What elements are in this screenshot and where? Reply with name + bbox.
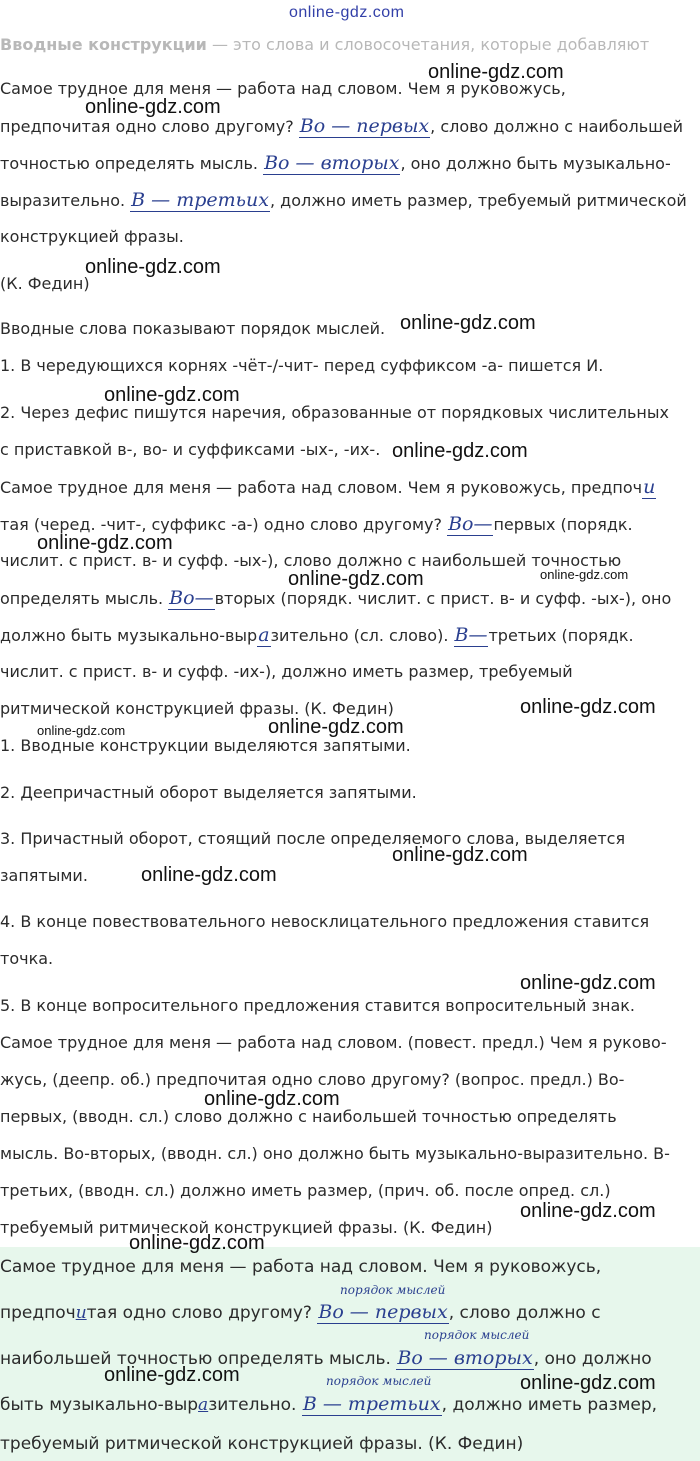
watermark: online-gdz.com — [520, 972, 656, 994]
b3-line1: Самое трудное для меня — работа над словом. (повест. предл.) Чем я руково- — [0, 1033, 667, 1052]
b1-author: (К. Федин) — [0, 274, 90, 293]
b2-l5-handwritten2: В— — [454, 624, 488, 646]
watermark: online-gdz.com — [104, 1364, 240, 1386]
b2-line3: числит. с прист. в- и суфф. -ых-), слово должно с наибольшей точностью — [0, 551, 622, 570]
rule1-2b: с приставкой в-, во- и суффиксами -ых-, -их-. — [0, 440, 381, 459]
b1-line2 — [0, 116, 683, 137]
rule2-3b: запятыми. — [0, 866, 88, 885]
b2-l5a: должно быть музыкально-выр — [0, 626, 258, 645]
rule2-1: 1. Вводные конструкции выделяются запятыми. — [0, 736, 411, 755]
watermark: online-gdz.com — [85, 96, 221, 118]
b4-line2 — [0, 1301, 601, 1324]
b1-l4b: , должно иметь размер, требуемый ритмической — [269, 191, 687, 210]
b3-line2: жусь, (деепр. об.) предпочитая одно слово другому? (вопрос. предл.) Во- — [0, 1070, 625, 1089]
watermark: online-gdz.com — [288, 568, 424, 590]
b1-line5: конструкцией фразы. — [0, 227, 184, 246]
b1-line4 — [0, 190, 687, 211]
b2-l5-handwritten: а — [258, 624, 270, 646]
b4-l4-handwritten: В — третьих — [302, 1393, 441, 1415]
b4-line3 — [0, 1347, 652, 1370]
b4-l3b: , оно должно — [533, 1349, 652, 1369]
watermark: online-gdz.com — [268, 716, 404, 738]
b3-line6: требуемый ритмической конструкцией фразы. (К. Федин) — [0, 1218, 493, 1237]
watermark-top: online-gdz.com — [289, 4, 405, 21]
b3-line4: мысль. Во-вторых, (вводн. сл.) оно должно быть музыкально-выразительно. В- — [0, 1144, 670, 1163]
b4-line4 — [0, 1393, 657, 1416]
b3-line5: третьих, (вводн. сл.) должно иметь размер, (прич. об. после опред. сл.) — [0, 1181, 611, 1200]
b1-l2a: предпочитая одно слово другому? — [0, 117, 299, 136]
watermark: online-gdz.com — [400, 312, 536, 334]
watermark: online-gdz.com — [204, 1088, 340, 1110]
b1-l3-handwritten: Во — вторых — [264, 152, 400, 174]
b2-l4a: определять мысль. — [0, 589, 169, 608]
b4-l4-underlined: а — [198, 1395, 209, 1415]
rule1-1: 1. В чередующихся корнях -чёт-/-чит- перед суффиксом -а- пишется И. — [0, 356, 604, 375]
b1-l4a: выразительно. — [0, 191, 131, 210]
b2-line6: числит. с прист. в- и суфф. -их-), должно иметь размер, требуемый — [0, 662, 573, 681]
watermark: online-gdz.com — [520, 696, 656, 718]
b2-l5b: зительно (сл. слово). — [270, 626, 454, 645]
watermark-small: online-gdz.com — [540, 567, 629, 582]
faded-intro — [0, 35, 649, 55]
watermark: online-gdz.com — [520, 1200, 656, 1222]
watermark-small: online-gdz.com — [37, 723, 126, 738]
b4-line5: требуемый ритмической конструкцией фразы. (К. Федин) — [0, 1434, 524, 1454]
b2-line1 — [0, 477, 656, 498]
rule2-5: 5. В конце вопросительного предложения ставится вопросительный знак. — [0, 996, 636, 1015]
watermark: online-gdz.com — [104, 384, 240, 406]
b4-l2a: предпоч — [0, 1303, 76, 1323]
b4-l4b: зительно. — [208, 1395, 302, 1415]
b2-line7: ритмической конструкцией фразы. (К. Федин) — [0, 699, 394, 718]
b1-l3a: точностью определять мысль. — [0, 154, 264, 173]
watermark: online-gdz.com — [520, 1372, 656, 1394]
b2-line4 — [0, 588, 671, 609]
b2-l2-handwritten: Во— — [448, 513, 493, 535]
b4-l2b: тая одно слово другому? — [86, 1303, 318, 1323]
b2-l2a: тая (черед. -чит-, суффикс -а-) одно слово другому? — [0, 515, 448, 534]
b1-l2b: , слово должно с наибольшей — [430, 117, 683, 136]
watermark: online-gdz.com — [428, 61, 564, 83]
b1-l4-handwritten: В — третьих — [131, 189, 269, 211]
b4-line1: Самое трудное для меня — работа над словом. Чем я руковожусь, — [0, 1257, 602, 1277]
b4-l2c: , слово должно с — [448, 1303, 601, 1323]
b2-l1a: Самое трудное для меня — работа над словом. Чем я руковожусь, предпоч — [0, 478, 643, 497]
watermark: online-gdz.com — [392, 844, 528, 866]
rule2-4a: 4. В конце повествовательного невосклицательного предложения ставится — [0, 912, 650, 931]
watermark: online-gdz.com — [392, 440, 528, 462]
watermark: online-gdz.com — [141, 864, 277, 886]
b4-annotation-1: порядок мыслей — [340, 1283, 446, 1297]
b2-line5 — [0, 625, 634, 646]
b1-l3b: , оно должно быть музыкально- — [400, 154, 671, 173]
b4-l4a: быть музыкально-выр — [0, 1395, 199, 1415]
b2-l1-handwritten: и — [643, 476, 656, 498]
rule2-3a: 3. Причастный оборот, стоящий после определяемого слова, выделяется — [0, 829, 626, 848]
faded-intro-bold: Вводные конструкции — [0, 35, 207, 54]
b4-l2-handwritten: Во — первых — [318, 1301, 448, 1323]
b2-l5c: третьих (порядк. — [488, 626, 634, 645]
b4-annotation-2: порядок мыслей — [424, 1328, 530, 1342]
b4-l4c: , должно иметь размер, — [441, 1395, 658, 1415]
b4-l2-underlined: и — [75, 1303, 87, 1323]
faded-intro-rest: — это слова и словосочетания, которые добавляют — [206, 35, 650, 54]
b4-annotation-3: порядок мыслей — [326, 1374, 432, 1388]
note1: Вводные слова показывают порядок мыслей. — [0, 319, 386, 338]
b4-l3-handwritten: Во — вторых — [397, 1347, 533, 1369]
b1-line1: Самое трудное для меня — работа над словом. Чем я руковожусь, — [0, 79, 566, 98]
watermark: online-gdz.com — [85, 256, 221, 278]
b4-l3a: наибольшей точностью определять мысль. — [0, 1349, 397, 1369]
b3-line3: первых, (вводн. сл.) слово должно с наибольшей точностью определять — [0, 1107, 617, 1126]
rule2-2: 2. Деепричастный оборот выделяется запятыми. — [0, 783, 417, 802]
watermark: online-gdz.com — [37, 532, 173, 554]
rule2-4b: точка. — [0, 949, 54, 968]
rule1-2a: 2. Через дефис пишутся наречия, образованные от порядковых числительных — [0, 403, 669, 422]
b2-l2b: первых (порядк. — [493, 515, 633, 534]
b2-l4-handwritten: Во— — [169, 587, 214, 609]
watermark: online-gdz.com — [129, 1232, 265, 1254]
b1-line3 — [0, 153, 671, 174]
b2-l4b: вторых (порядк. числит. с прист. в- и суфф. -ых-), оно — [214, 589, 672, 608]
b1-l2-handwritten: Во — первых — [299, 115, 430, 137]
